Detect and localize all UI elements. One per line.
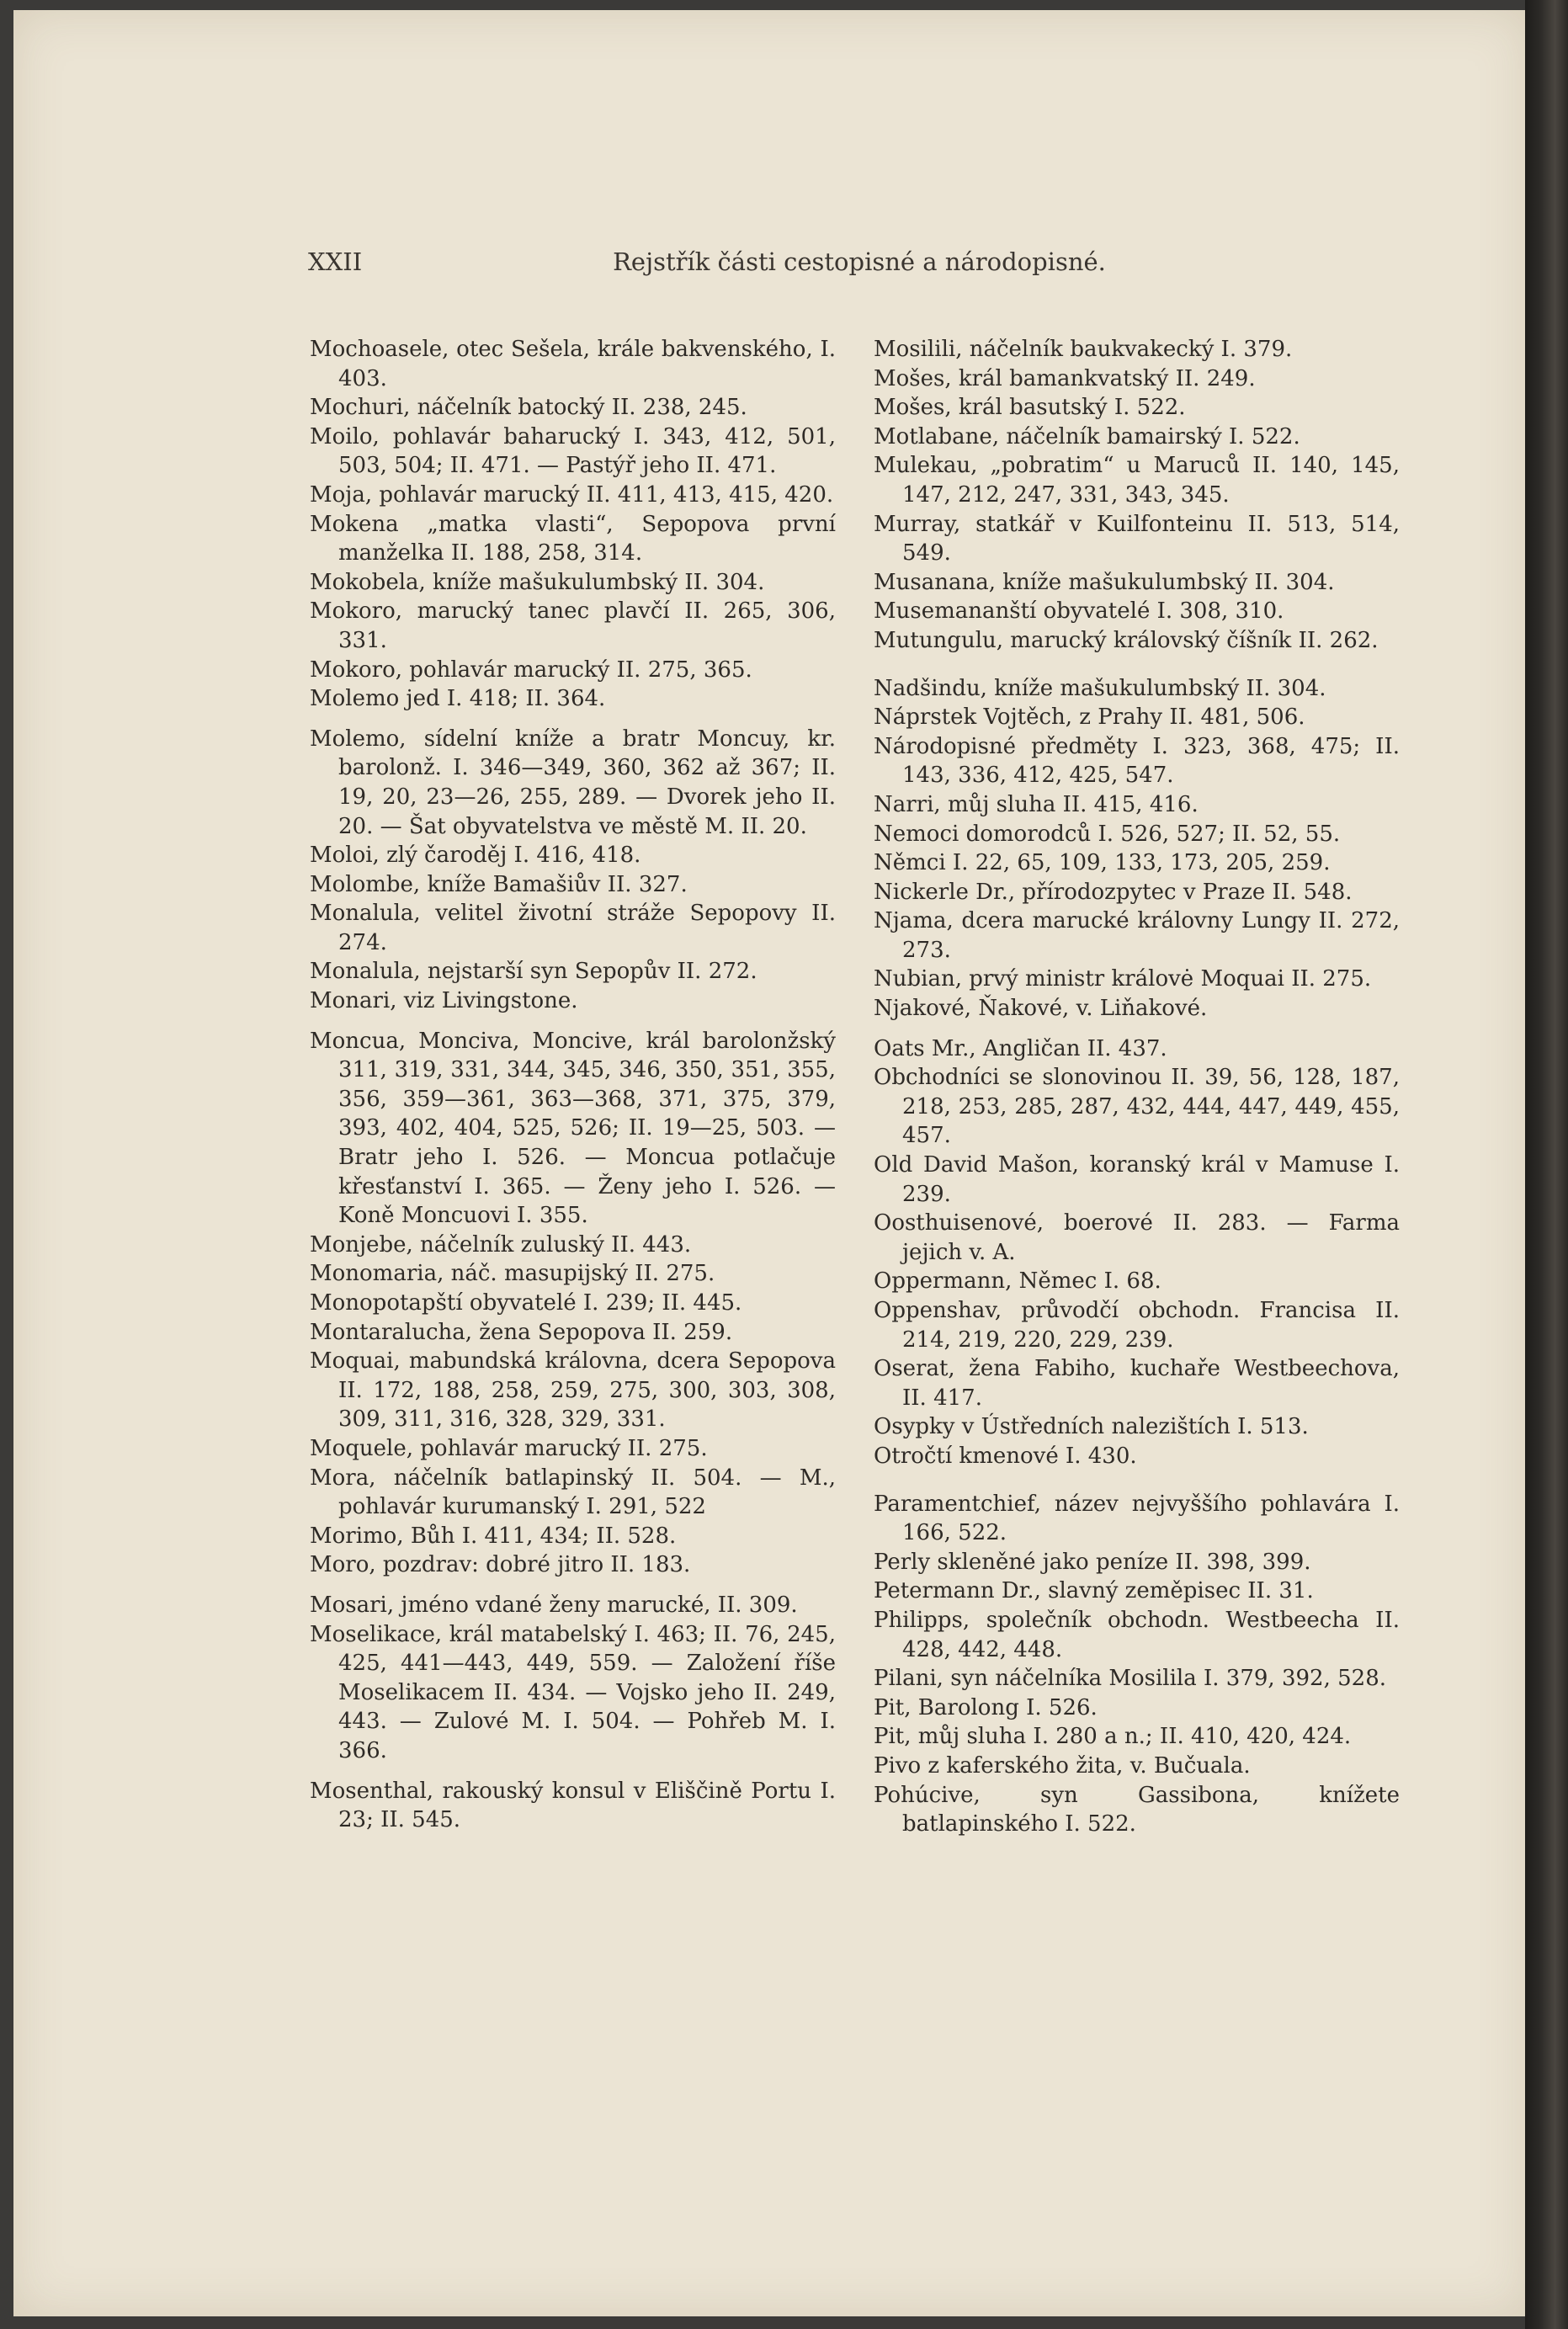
index-entry: Pilani, syn náčelníka Mosilila I. 379, 392, 528. bbox=[874, 1666, 1386, 1692]
index-entry: Perly skleněné jako peníze II. 398, 399. bbox=[874, 1549, 1311, 1575]
running-head bbox=[308, 247, 1402, 284]
index-entry: Oppermann, Němec I. 68. bbox=[874, 1268, 1161, 1295]
index-entry: Moilo, pohlavár baharucký I. 343, 412, 501, 503, 504; II. 471. — Pastýř jeho II. 471. bbox=[310, 423, 836, 479]
index-entry: Mosari, jméno vdané ženy marucké, II. 309. bbox=[310, 1592, 798, 1618]
index-entry: Moncua, Monciva, Moncive, král barolonžský 311, 319, 331, 344, 345, 346, 350, 351, 355, 356, 359—361, 363—368, 371, 375, 379, 393, 402, 404, 525, 526; II. 19—25, 503. — Bratr jeho I. 526. — Moncua potlačuje křesťanství I. 365. — Ženy jeho I. 526. — Koně Moncuovi I. 355. bbox=[310, 1028, 836, 1229]
index-entry: Musemananští obyvatelé I. 308, 310. bbox=[874, 598, 1284, 625]
index-entry: Pohúcive, syn Gassibona, knížete batlapinského I. 522. bbox=[874, 1782, 1400, 1837]
index-entry: Moquele, pohlavár marucký II. 275. bbox=[310, 1435, 708, 1461]
index-entry: Murray, statkář v Kuilfonteinu II. 513, 514, 549. bbox=[874, 511, 1400, 566]
index-entry: Monomaria, náč. masupijský II. 275. bbox=[310, 1261, 715, 1287]
book-page bbox=[13, 10, 1528, 2316]
index-entry: Molombe, kníže Bamašiův II. 327. bbox=[310, 871, 688, 897]
index-entry: Mulekau, „pobratim“ u Maruců II. 140, 145, 147, 212, 247, 331, 343, 345. bbox=[874, 453, 1400, 508]
index-entry: Monopotapští obyvatelé I. 239; II. 445. bbox=[310, 1290, 742, 1316]
index-entry: Pit, Barolong I. 526. bbox=[874, 1694, 1098, 1720]
index-entry: Nickerle Dr., přírodozpytec v Praze II. 548. bbox=[874, 879, 1353, 905]
index-entry: Philipps, společník obchodn. Westbeecha II. 428, 442, 448. bbox=[874, 1607, 1400, 1662]
index-entry: Náprstek Vojtěch, z Prahy II. 481, 506. bbox=[874, 705, 1305, 731]
index-entry: Mora, náčelník batlapinský II. 504. — M., pohlavár kurumanský I. 291, 522 bbox=[310, 1465, 836, 1520]
book-spine-shadow bbox=[1525, 0, 1568, 2329]
index-entry: Njama, dcera marucké královny Lungy II. 272, 273. bbox=[874, 908, 1400, 963]
index-entry: Mokoro, marucký tanec plavčí II. 265, 306, 331. bbox=[310, 598, 836, 653]
index-entry: Monalula, velitel životní stráže Sepopovy II. 274. bbox=[310, 901, 836, 955]
index-entry: Montaralucha, žena Sepopova II. 259. bbox=[310, 1319, 733, 1345]
index-entry: Obchodníci se slonovinou II. 39, 56, 128, 187, 218, 253, 285, 287, 432, 444, 447, 449, 455, 457. bbox=[874, 1065, 1400, 1149]
index-entry: Morimo, Bůh I. 411, 434; II. 528. bbox=[310, 1523, 677, 1549]
index-entry: Monari, viz Livingstone. bbox=[310, 988, 578, 1014]
index-column-left bbox=[310, 335, 836, 1835]
index-column-right bbox=[874, 335, 1400, 1839]
index-entry: Mošes, král bamankvatský II. 249. bbox=[874, 365, 1256, 391]
index-entry: Pit, můj sluha I. 280 a n.; II. 410, 420, 424. bbox=[874, 1724, 1352, 1750]
index-entry: Narri, můj sluha II. 415, 416. bbox=[874, 791, 1199, 817]
index-entry: Musanana, kníže mašukulumbský II. 304. bbox=[874, 569, 1335, 595]
index-entry: Moja, pohlavár marucký II. 411, 413, 415, 420. bbox=[310, 481, 834, 508]
index-entry: Motlabane, náčelník bamairský I. 522. bbox=[874, 423, 1300, 449]
index-entry: Njakové, Ňakové, v. Liňakové. bbox=[874, 996, 1208, 1022]
running-title: Rejstřík části cestopisné a národopisné. bbox=[613, 247, 1106, 276]
index-entry: Monalula, nejstarší syn Sepopův II. 272. bbox=[310, 959, 757, 985]
index-entry: Moro, pozdrav: dobré jitro II. 183. bbox=[310, 1552, 691, 1578]
index-entry: Mosenthal, rakouský konsul v Eliščině Portu I. 23; II. 545. bbox=[310, 1778, 836, 1833]
index-entry: Monjebe, náčelník zuluský II. 443. bbox=[310, 1231, 692, 1258]
index-entry: Oats Mr., Angličan II. 437. bbox=[874, 1035, 1167, 1061]
index-entry: Oserat, žena Fabiho, kuchaře Westbeechova, II. 417. bbox=[874, 1356, 1400, 1411]
index-entry: Mochuri, náčelník batocký II. 238, 245. bbox=[310, 395, 747, 421]
index-entry: Nemoci domorodců I. 526, 527; II. 52, 55. bbox=[874, 821, 1341, 847]
index-entry: Mokoro, pohlavár marucký II. 275, 365. bbox=[310, 657, 752, 683]
index-entry: Paramentchief, název nejvyššího pohlavára I. 166, 522. bbox=[874, 1491, 1400, 1546]
index-entry: Mokena „matka vlasti“, Sepopova první manželka II. 188, 258, 314. bbox=[310, 511, 836, 566]
index-entry: Oosthuisenové, boerové II. 283. — Farma jejich v. A. bbox=[874, 1210, 1400, 1265]
index-entry: Nadšindu, kníže mašukulumbský II. 304. bbox=[874, 675, 1326, 701]
index-entry: Petermann Dr., slavný zeměpisec II. 31. bbox=[874, 1578, 1314, 1604]
index-entry: Otročtí kmenové I. 430. bbox=[874, 1443, 1137, 1469]
page-number: XXII bbox=[308, 247, 363, 276]
index-entry: Pivo z kaferského žita, v. Bučuala. bbox=[874, 1752, 1251, 1779]
index-entry: Moselikace, král matabelský I. 463; II. 76, 245, 425, 441—443, 449, 559. — Založení říše Moselikacem II. 434. — Vojsko jeho II. 249, 443. — Zulové M. I. 504. — Pohřeb M. I. 366. bbox=[310, 1621, 836, 1763]
index-entry: Molemo, sídelní kníže a bratr Moncuy, kr. barolonž. I. 346—349, 360, 362 až 367; II. 19, 20, 23—26, 255, 289. — Dvorek jeho II. 20. — Šat obyvatelstva ve městě M. II. 20. bbox=[310, 726, 836, 839]
index-entry: Mošes, král basutský I. 522. bbox=[874, 395, 1186, 421]
index-entry: Old David Mašon, koranský král v Mamuse I. 239. bbox=[874, 1152, 1400, 1207]
index-entry: Mutungulu, marucký královský číšník II. 262. bbox=[874, 627, 1379, 653]
index-entry: Nubian, prvý ministr královė Moquai II. 275. bbox=[874, 966, 1372, 992]
index-entry: Moloi, zlý čaroděj I. 416, 418. bbox=[310, 843, 641, 869]
index-entry: Národopisné předměty I. 323, 368, 475; II. 143, 336, 412, 425, 547. bbox=[874, 733, 1400, 789]
index-entry: Mochoasele, otec Sešela, krále bakvenského, I. 403. bbox=[310, 337, 836, 391]
index-entry: Mosilili, náčelník baukvakecký I. 379. bbox=[874, 337, 1293, 362]
index-entry: Němci I. 22, 65, 109, 133, 173, 205, 259. bbox=[874, 850, 1331, 876]
index-entry: Moquai, mabundská královna, dcera Sepopova II. 172, 188, 258, 259, 275, 300, 303, 308, 309, 311, 316, 328, 329, 331. bbox=[310, 1348, 836, 1433]
index-entry: Oppenshav, průvodčí obchodn. Francisa II. 214, 219, 220, 229, 239. bbox=[874, 1298, 1400, 1353]
index-entry: Molemo jed I. 418; II. 364. bbox=[310, 686, 606, 712]
index-entry: Osypky v Ústředních nalezištích I. 513. bbox=[874, 1414, 1309, 1440]
index-entry: Mokobela, kníže mašukulumbský II. 304. bbox=[310, 569, 765, 595]
